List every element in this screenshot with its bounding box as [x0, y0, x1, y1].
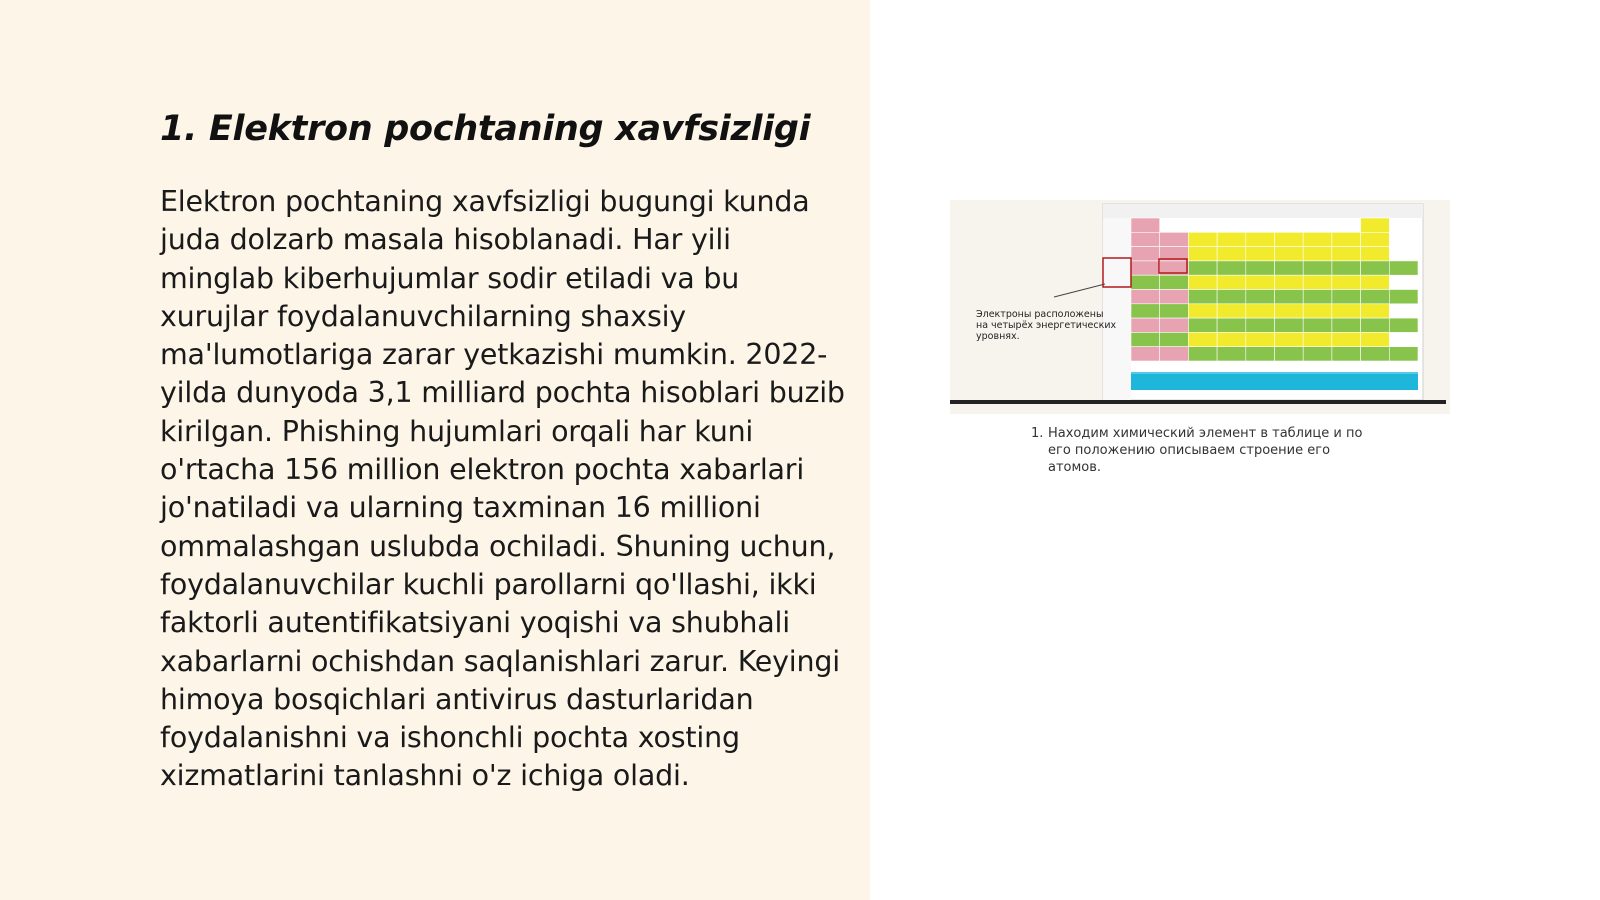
periodic-table-figure	[950, 200, 1450, 414]
annotation-line-2: на четырёх энергетических	[976, 320, 1117, 331]
slide-body-text: Elektron pochtaning xavfsizligi bugungi kunda juda dolzarb masala hisoblanadi. Har yili minglab kiberhujumlar sodir etiladi va bu xurujlar foydalanuvchilarning shaxsiy ma'lumotlariga zarar yetkazishi mumkin. 2022-yilda dunyoda 3,1 milliard pochta hisoblari buzib kirilgan. Phishing hujumlari orqali har kuni o'rtacha 156 million elektron pochta xabarlari jo'natiladi va ularning taxminan 16 millioni ommalashgan uslubda ochiladi. Shuning uchun, foydalanuvchilar kuchli parollarni qo'llashi, ikki faktorli autentifikatsiyani yoqishi va shubhali xabarlarni ochishdan saqlanishlari zarur. Keyingi himoya bosqichlari antivirus dasturlaridan foydalanishni va ishonchli pochta xosting xizmatlarini tanlashni o'z ichiga oladi.	[160, 185, 845, 793]
annotation-line-1: Электроны расположены	[976, 309, 1104, 320]
figure-caption	[1032, 425, 1372, 476]
annotation-line-3: уровнях.	[976, 331, 1020, 342]
caption-text: Находим химический элемент в таблице и по его положению описываем строение его атомов.	[1048, 426, 1363, 475]
caption-number: 1.	[1031, 426, 1044, 441]
slide-title: 1. Elektron pochtaning xavfsizligi	[160, 109, 811, 149]
periodic-table-illustration	[950, 200, 1450, 414]
